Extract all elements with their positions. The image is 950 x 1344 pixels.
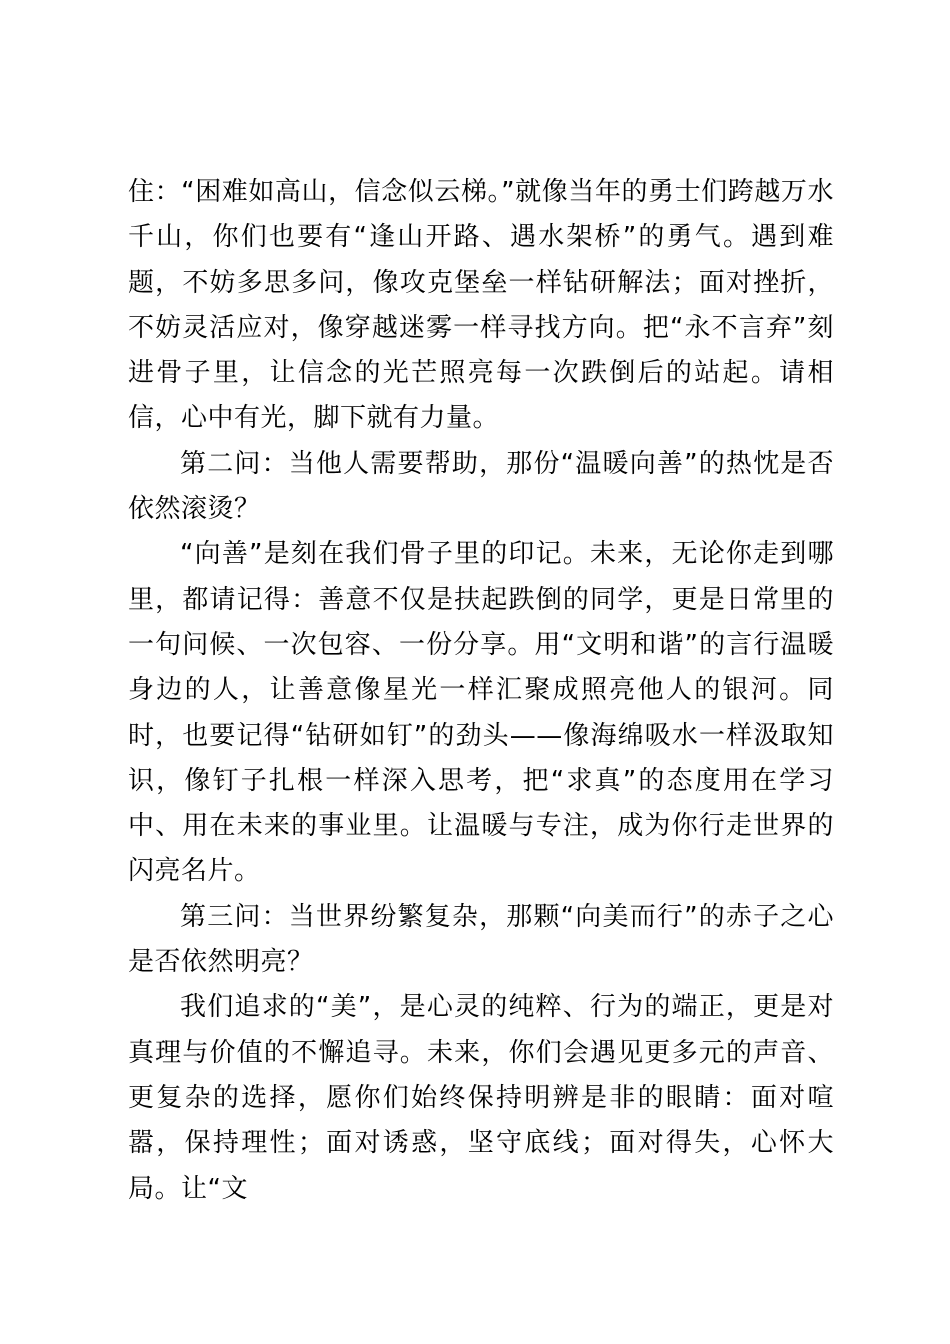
paragraph-continuation: 住：“困难如高山，信念似云梯。”就像当年的勇士们跨越万水千山，你们也要有“逢山开路、遇水架桥”的勇气。遇到难题，不妨多思多问，像攻克堡垒一样钻研解法；面对挫折，不妨灵活应对，像穿越迷雾一样寻找方向。把“永不言弃”刻进骨子里，让信念的光芒照亮每一次跌倒后的站起。请相信，心中有光，脚下就有力量。 bbox=[128, 177, 834, 434]
paragraph-kindness: “向善”是刻在我们骨子里的印记。未来，无论你走到哪里，都请记得：善意不仅是扶起跌倒的同学，更是日常里的一句问候、一次包容、一份分享。用“文明和谐”的言行温暖身边的人，让善意像星光一样汇聚成照亮他人的银河。同时，也要记得“钻研如钉”的劲头——像海绵吸水一样汲取知识，像钉子扎根一样深入思考，把“求真”的态度用在学习中、用在未来的事业里。让温暖与专注，成为你行走世界的闪亮名片。 bbox=[128, 539, 834, 887]
paragraph-question-three: 第三问：当世界纷繁复杂，那颗“向美而行”的赤子之心是否依然明亮？ bbox=[128, 901, 834, 978]
document-body bbox=[128, 170, 834, 1212]
paragraph-beauty: 我们追求的“美”，是心灵的纯粹、行为的端正，更是对真理与价值的不懈追寻。未来，你们会遇见更多元的声音、更复杂的选择，愿你们始终保持明辨是非的眼睛：面对喧嚣，保持理性；面对诱惑，坚守底线；面对得失，心怀大局。让“文 bbox=[128, 992, 834, 1204]
paragraph-question-two: 第二问：当他人需要帮助，那份“温暖向善”的热忱是否依然滚烫？ bbox=[128, 448, 834, 525]
